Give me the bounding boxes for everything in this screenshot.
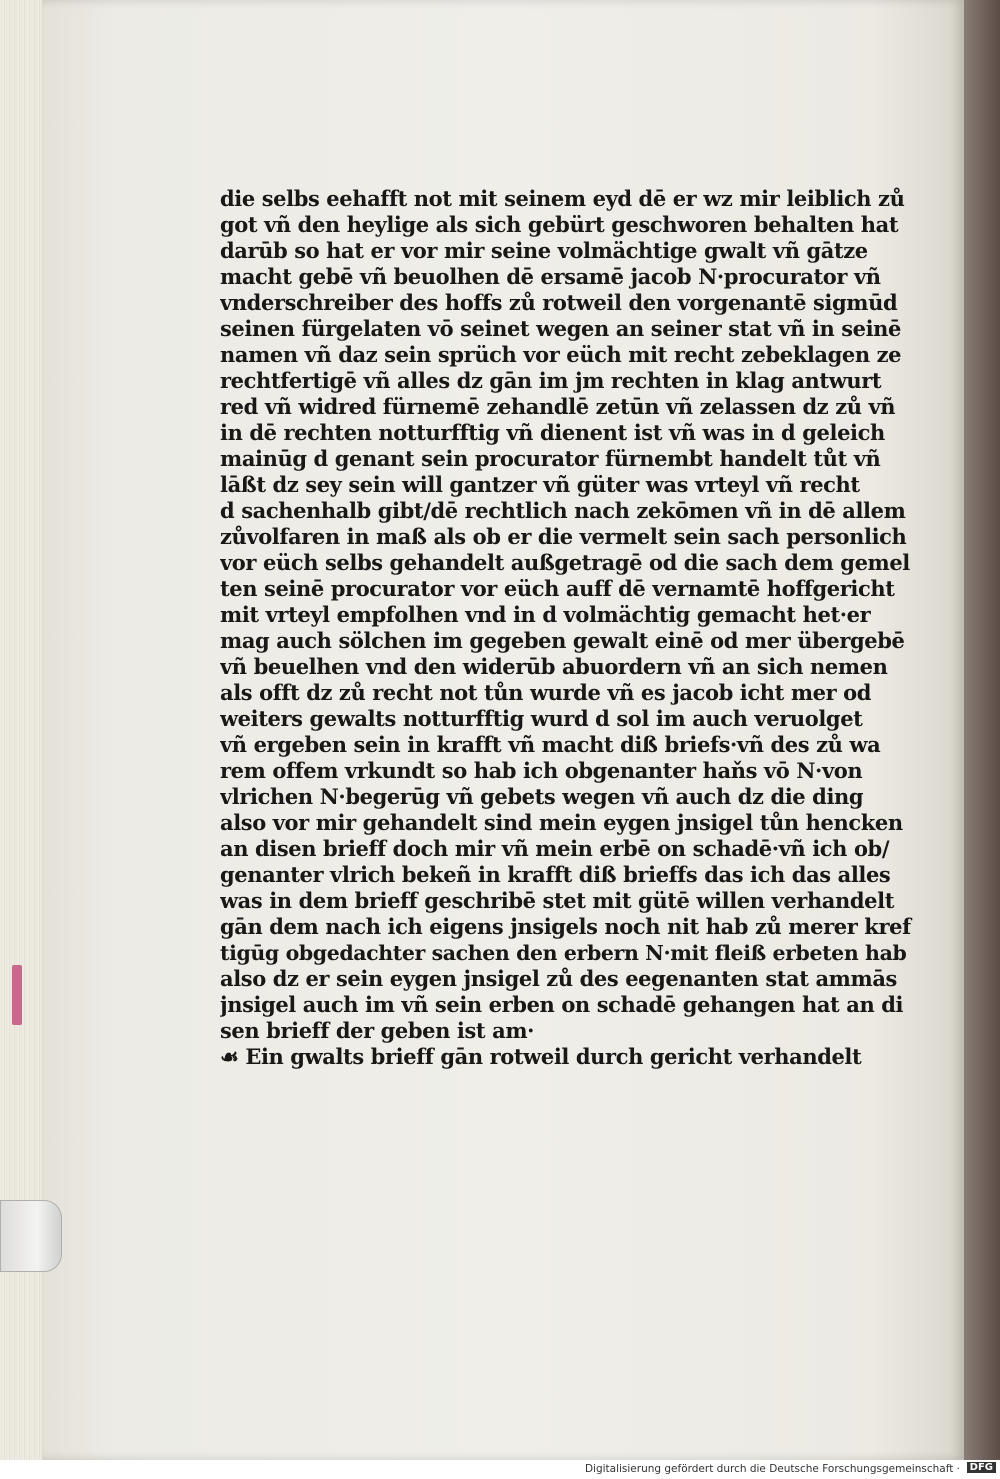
book-gutter-right [964,0,1000,1460]
text-line: ten seinē procurator vor eüch auff dē vernamtē hoffgericht [220,576,895,601]
text-line: vnderschreiber des hoffs zů rotweil den vorgenantē sigmūd [220,290,898,315]
text-line: vor eüch selbs gehandelt außgetragē od die sach dem gemel [220,550,910,575]
text-line: zůvolfaren in maß als ob er die vermelt sein sach personlich [220,524,907,549]
text-line: was in dem brieff geschribē stet mit gütē willen verhandelt [220,888,895,913]
text-line: also dz er sein eygen jnsigel zů des eegenanten stat ammās [220,966,897,991]
text-line: jnsigel auch im vñ sein erben on schadē gehangen hat an di [220,992,904,1017]
text-line: mit vrteyl empfolhen vnd in d volmächtig gemacht het·er [220,602,871,627]
page-text [220,186,920,1070]
text-line: vñ ergeben sein in krafft vñ macht diß briefs·vñ des zů wa [220,732,881,757]
text-line: mainūg d genant sein procurator fürnembt handelt tůt vñ [220,446,881,471]
page-clip [0,1200,62,1272]
text-line: rechtfertigē vñ alles dz gān im jm rechten in klag antwurt [220,368,882,393]
text-line: namen vñ daz sein sprüch vor eüch mit recht zebeklagen ze [220,342,902,367]
text-line: weiters gewalts notturfftig wurd d sol im auch veruolget [220,706,863,731]
text-line: sen brieff der geben ist am· [220,1018,535,1043]
text-line: gān dem nach ich eigens jnsigels noch nit hab zů merer kref [220,914,911,939]
text-line: an disen brieff doch mir vñ mein erbē on schadē·vñ ich ob/ [220,836,890,861]
text-line: vlrichen N·begerūg vñ gebets wegen vñ auch dz die ding [220,784,864,809]
text-line: seinen fürgelaten vō seinet wegen an seiner stat vñ in seinē [220,316,902,341]
text-line: got vñ den heylige als sich gebürt geschworen behalten hat [220,212,899,237]
footer-bar [0,1460,1000,1479]
text-line: die selbs eehafft not mit seinem eyd dē er wz mir leiblich zů [220,186,905,211]
text-line: darūb so hat er vor mir seine volmächtige gwalt vñ gātze [220,238,868,263]
text-line: tigūg obgedachter sachen den erbern N·mit fleiß erbeten hab [220,941,907,965]
text-line: also vor mir gehandelt sind mein eygen jnsigel tůn hencken [220,810,903,835]
book-page [42,0,964,1460]
text-line: red vñ widred fürnemē zehandlē zetūn vñ zelassen dz zů vñ [220,394,896,419]
text-line: mag auch sölchen im gegeben gewalt einē od mer übergebē [220,628,905,653]
bookmark-tab [12,965,22,1025]
text-line: lāßt dz sey sein will gantzer vñ güter was vrteyl vñ recht [220,472,860,497]
text-line: rem offem vrkundt so hab ich obgenanter haňs vō N·von [220,758,863,783]
text-line: macht gebē vñ beuolhen dē ersamē jacob N·procurator vñ [220,264,881,289]
text-line: d sachenhalb gibt/dē rechtlich nach zekōmen vñ in dē allem [220,498,906,523]
text-line: in dē rechten notturfftig vñ dienent ist vñ was in d geleich [220,420,885,445]
text-line: als offt dz zů recht not tůn wurde vñ es jacob icht mer od [220,680,872,705]
text-line: vñ beuelhen vnd den widerūb abuordern vñ an sich nemen [220,654,888,679]
funding-credit: Digitalisierung gefördert durch die Deutsche Forschungsgemeinschaft · [584,1463,960,1475]
text-line: genanter vlrich bekeñ in krafft diß brieffs das ich das alles [220,862,891,887]
text-line: ☙ Ein gwalts brieff gān rotweil durch gericht verhandelt [220,1044,862,1069]
dfg-logo: DFG [967,1462,996,1473]
